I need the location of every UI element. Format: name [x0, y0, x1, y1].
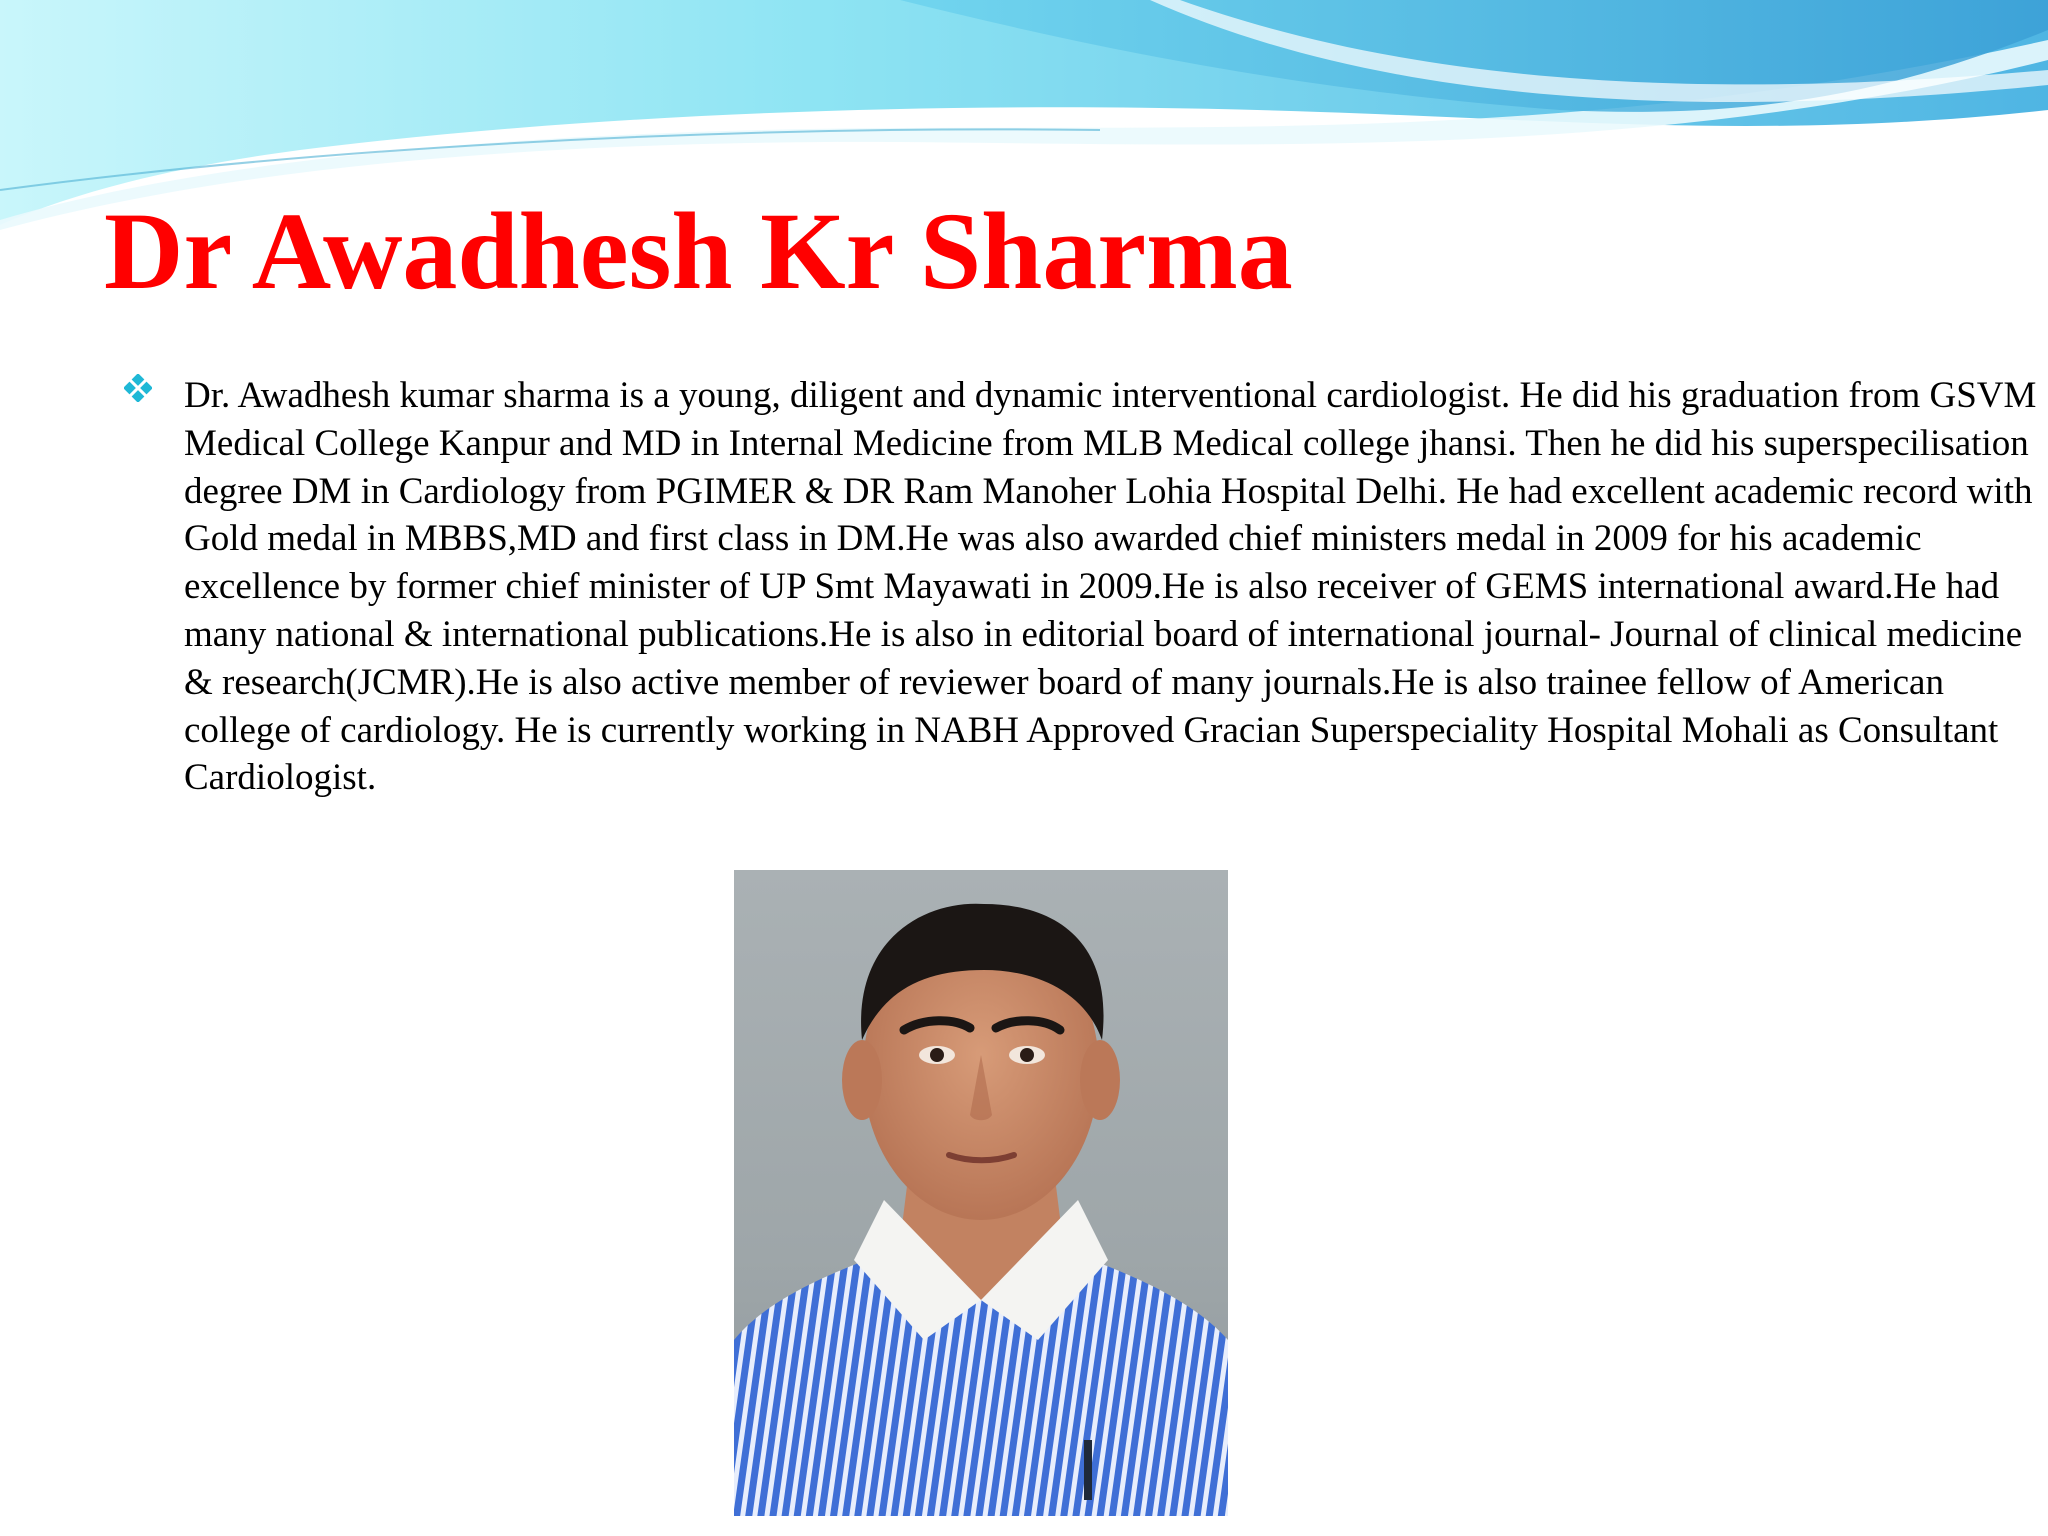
bullet-text: Dr. Awadhesh kumar sharma is a young, diligent and dynamic interventional cardiologist. He did his graduation from GSVM Medical College Kanpur and MD in Internal Medicine from MLB Medical college jhansi. Then he did his superspecilisation degree DM in Cardiology from PGIMER & DR Ram Manoher Lohia Hospital Delhi. He had excellent academic record with Gold medal in MBBS,MD and first class in DM.He was also awarded chief ministers medal in 2009 for his academic excellence by former chief minister of UP Smt Mayawati in 2009.He is also receiver of GEMS international award.He had many national & international publications.He is also in editorial board of international journal- Journal of clinical medicine & research(JCMR).He is also active member of reviewer board of many journals.He is also trainee fellow of American college of cardiology. He is currently working in NABH Approved Gracian Superspeciality Hospital Mohali as Consultant Cardiologist. [184, 375, 2037, 799]
slide-title: Dr Awadhesh Kr Sharma [104, 190, 1293, 312]
diamond-bullet-icon [124, 374, 152, 402]
portrait-photo [734, 870, 1228, 1516]
